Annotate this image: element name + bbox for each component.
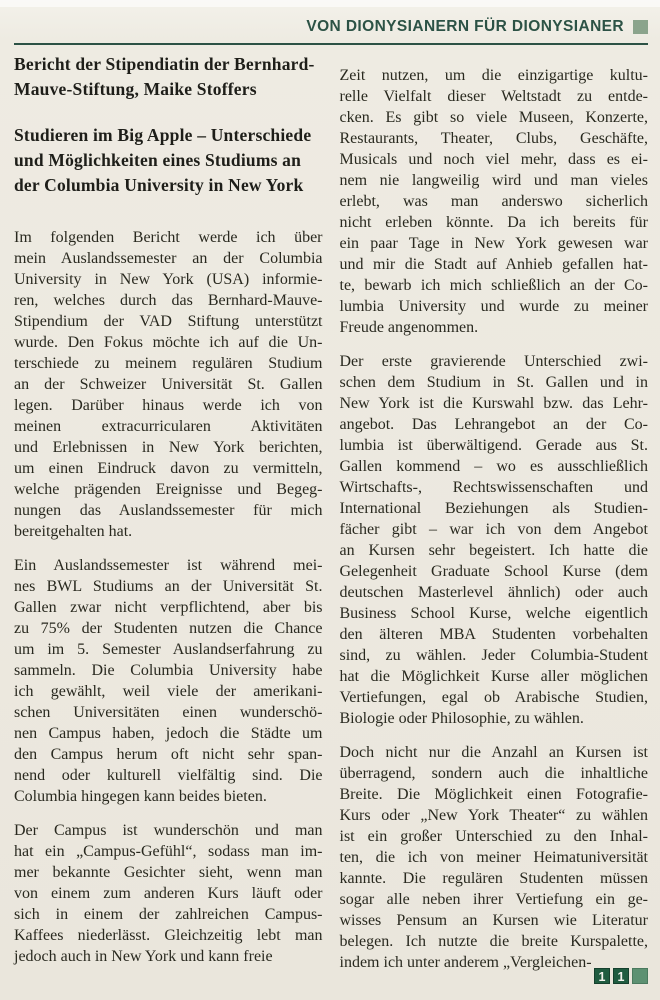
text-line: Der Campus ist wunderschön und man: [14, 822, 323, 839]
text-line: nes BWL Studiums an der Universität St.: [14, 578, 323, 595]
text-line: meinen extracurricularen Aktivitäten: [14, 418, 323, 435]
text-line: kannte. Die regulären Studenten müssen: [339, 870, 648, 887]
text-line: an der Schweizer Universität St. Gallen: [14, 376, 323, 393]
text-line: Ein Auslandssemester ist während mei-: [14, 557, 323, 574]
text-line: welche prägenden Ereignisse und Begeg-: [14, 481, 323, 498]
text-line: schen Universitäten einen wunderschö-: [14, 704, 323, 721]
text-line: ren, welches durch das Bernhard-Mauve-: [14, 292, 323, 309]
text-line: Musicals und noch viel mehr, dass es ei-: [339, 151, 648, 168]
text-line: Wirtschafts-, Rechtswissenschaften und: [339, 479, 648, 496]
text-line: Vertiefungen, egal ob Arabische Studien,: [339, 689, 648, 706]
text-line: den Campus herum oft nicht sehr span-: [14, 746, 323, 763]
text-line: Gallen zwar nicht verpflichtend, aber bis: [14, 599, 323, 616]
text-line: terschiede zu meinem regulären Studium: [14, 355, 323, 372]
paragraph: [340, 742, 649, 973]
text-line: und Erlebnissen in New York berichten,: [14, 439, 323, 456]
text-line: belegen. Ich nutzte die breite Kurspalette,: [339, 933, 648, 950]
paragraph: [14, 820, 323, 967]
text-line: Studieren im Big Apple – Unterschiede: [14, 125, 312, 145]
text-line: te, bewarb ich mich schließlich an der Co-: [339, 277, 648, 294]
page-number-accent-square: [632, 968, 648, 984]
text-line: jedoch auch in New York und kann freie: [14, 948, 273, 965]
text-line: sammeln. Die Columbia University habe: [14, 662, 323, 679]
text-line: nicht erleben könnte. Da ich bereits für: [339, 214, 648, 231]
paragraph: [340, 65, 649, 338]
text-line: Kaffees niederlässt. Gleichzeitig lebt man: [14, 927, 323, 944]
text-line: nungen das Auslandssemester für mich: [14, 502, 323, 519]
text-line: deutschen Masterlevel ähnlich) oder auch: [339, 584, 648, 601]
article-body: [14, 52, 648, 986]
text-line: cken. Es gibt so viele Museen, Konzerte,: [339, 109, 648, 126]
text-line: nend oder kulturell vielfältig sind. Die: [14, 767, 323, 784]
text-line: nem nie langweilig wird und man vieles: [339, 172, 648, 189]
text-line: Biologie oder Philosophie, zu wählen.: [339, 710, 584, 727]
text-line: Gelegenheit Graduate School Kurse (dem: [339, 563, 648, 580]
header-rule: [14, 43, 648, 45]
section-heading: [14, 123, 323, 198]
text-line: an Kursen sehr begeistert. Ich hatte die: [339, 542, 648, 559]
text-line: indem ich unter anderem „Vergleichen-: [339, 954, 592, 971]
text-line: Freude angenommen.: [339, 319, 479, 336]
text-line: angebot. Das Lehrangebot an der Co-: [339, 416, 648, 433]
text-line: New York ist die Kurswahl bzw. das Lehr-: [339, 395, 648, 412]
column-right: [340, 52, 649, 986]
text-line: und mir die Stadt auf Anhieb gefallen hat-: [339, 256, 648, 273]
text-line: ein paar Tage in New York gewesen war: [339, 235, 648, 252]
page-footer: [594, 968, 648, 984]
text-line: erlebt, was man anderswo sicherlich: [339, 193, 648, 210]
text-line: ten, die ich von meiner Heimatuniversität: [339, 849, 648, 866]
header-row: [14, 16, 648, 38]
text-line: mein Auslandssemester an der Columbia: [14, 250, 323, 267]
text-line: Columbia hingegen kann beides bieten.: [14, 788, 267, 805]
text-line: bereitgehalten hat.: [14, 523, 133, 540]
text-line: Business School Kurse, welche eigentlich: [339, 605, 648, 622]
text-line: Stipendium der VAD Stiftung unterstützt: [14, 313, 323, 330]
text-line: um einen Eindruck davon zu vermitteln,: [14, 460, 323, 477]
text-line: University in New York (USA) informie-: [14, 271, 323, 288]
text-line: mer bekannte Gesichter sieht, wenn man: [14, 864, 323, 881]
text-line: Der erste gravierende Unterschied zwi-: [339, 353, 648, 370]
text-line: hat die Möglichkeit Kurse aller möglichen: [339, 668, 648, 685]
paragraph: [14, 555, 323, 807]
text-line: lumbia University und wurde zu meiner: [339, 298, 648, 315]
text-line: Mauve-Stiftung, Maike Stoffers: [14, 79, 257, 99]
text-line: der Columbia University in New York: [14, 175, 304, 195]
text-line: sogar alle neben ihrer Vertiefung ein ge-: [339, 891, 648, 908]
paragraph: [14, 227, 323, 542]
text-line: wisses Pensum an Kursen wie Literatur: [339, 912, 648, 929]
page-number-digit: 1: [594, 968, 610, 984]
text-line: hat ein „Campus-Gefühl“, sodass man im-: [14, 843, 323, 860]
text-line: Kurs oder „New York Theater“ zu wählen: [339, 807, 648, 824]
text-line: sich in einem der zahlreichen Campus-: [14, 906, 323, 923]
text-line: zu 75% der Studenten nutzen die Chance: [14, 620, 323, 637]
section-heading: [14, 52, 323, 102]
text-line: Breite. Die Möglichkeit einen Fotografie-: [339, 786, 648, 803]
text-line: Restaurants, Theater, Clubs, Geschäfte,: [339, 130, 648, 147]
text-line: Doch nicht nur die Anzahl an Kursen ist: [339, 744, 648, 761]
text-line: Gallen kommend – wo es ausschließlich: [339, 458, 648, 475]
text-line: Im folgenden Bericht werde ich über: [14, 229, 323, 246]
text-line: den älteren MBA Studenten vorbehalten: [339, 626, 648, 643]
text-line: von einem zum anderen Kurs läuft oder: [14, 885, 323, 902]
text-line: um im 5. Semester Auslandserfahrung zu: [14, 641, 323, 658]
text-line: sind, zu wählen. Jeder Columbia-Student: [339, 647, 648, 664]
text-line: nen Campus haben, jedoch die Städte um: [14, 725, 323, 742]
text-line: und Möglichkeiten eines Studiums an: [14, 150, 302, 170]
text-line: überragend, sondern auch die inhaltliche: [339, 765, 648, 782]
text-line: International Beziehungen als Studien-: [339, 500, 648, 517]
text-line: legen. Darüber hinaus werde ich von: [14, 397, 323, 414]
text-line: wurde. Den Fokus möchte ich auf die Un-: [14, 334, 323, 351]
text-line: schen dem Studium in St. Gallen und in: [339, 374, 648, 391]
text-line: Bericht der Stipendiatin der Bernhard-: [14, 54, 315, 74]
page-number-digit: 1: [613, 968, 629, 984]
column-left: [14, 52, 323, 986]
header-accent-square-icon: [633, 20, 648, 34]
text-line: ist ein großer Unterschied zu den Inhal-: [339, 828, 648, 845]
paragraph: [340, 351, 649, 729]
text-line: relle Vielfalt dieser Weltstadt zu entde-: [339, 88, 648, 105]
text-line: lumbia ist überwältigend. Gerade aus St.: [339, 437, 648, 454]
text-line: fächer gibt – war ich von dem Angebot: [339, 521, 648, 538]
text-line: ich gewählt, weil viele der amerikani-: [14, 683, 323, 700]
text-line: Zeit nutzen, um die einzigartige kultu-: [339, 67, 648, 84]
header-title: VON DIONYSIANERN FÜR DIONYSIANER: [306, 18, 624, 35]
page-header: [14, 16, 648, 45]
